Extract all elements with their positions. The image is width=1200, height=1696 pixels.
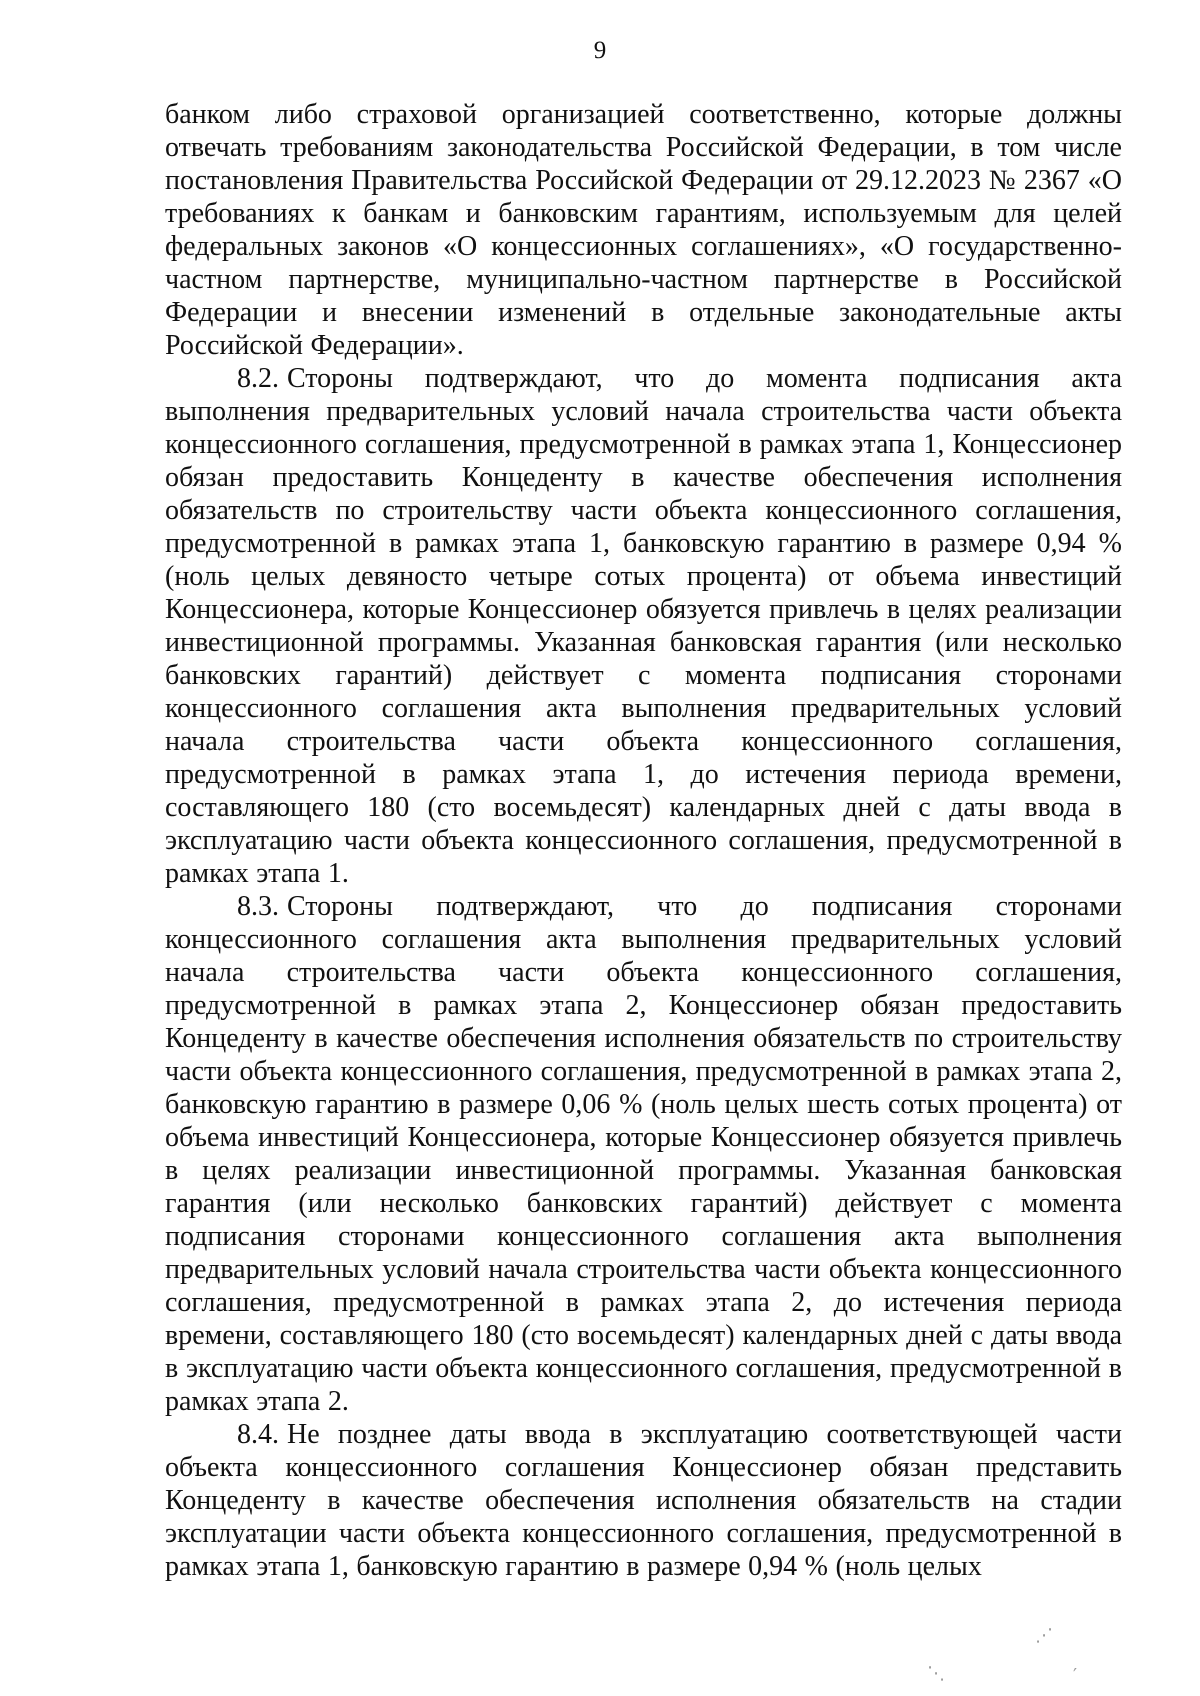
paragraph-text: Не позднее даты ввода в эксплуатацию соответствующей части объекта концессионного соглашения Концессионер обязан представить Концеденту в качестве обеспечения исполнения обязательств на стадии эксплуатации части объекта концессионного соглашения, предусмотренной в рамках этапа 1, банковскую гарантию в размере 0,94 % (ноль целых (165, 1419, 1122, 1582)
document-body (165, 98, 1122, 1583)
scan-speckle-mark: ⋰ (1035, 1625, 1053, 1646)
paragraph-continued (165, 98, 1122, 362)
paragraph-text: Стороны подтверждают, что до момента подписания акта выполнения предварительных условий начала строительства части объекта концессионного соглашения, предусмотренной в рамках этапа 1, Концессионер обязан предоставить Концеденту в качестве обеспечения исполнения обязательств по строительству части объекта концессионного соглашения, предусмотренной в рамках этапа 1, банковскую гарантию в размере 0,94 % (ноль целых девяносто четыре сотых процента) от объема инвестиций Концессионера, которые Концессионер обязуется привлечь в целях реализации инвестиционной программы. Указанная банковская гарантия (или несколько банковских гарантий) действует с момента подписания сторонами концессионного соглашения акта выполнения предварительных условий начала строительства части объекта концессионного соглашения, предусмотренной в рамках этапа 1, до истечения периода времени, составляющего 180 (сто восемьдесят) календарных дней с даты ввода в эксплуатацию части объекта концессионного соглашения, предусмотренной в рамках этапа 1. (165, 363, 1122, 889)
paragraph-text: Стороны подтверждают, что до подписания сторонами концессионного соглашения акта выполнения предварительных условий начала строительства части объекта концессионного соглашения, предусмотренной в рамках этапа 2, Концессионер обязан предоставить Концеденту в качестве обеспечения исполнения обязательств по строительству части объекта концессионного соглашения, предусмотренной в рамках этапа 2, банковскую гарантию в размере 0,06 % (ноль целых шесть сотых процента) от объема инвестиций Концессионера, которые Концессионер обязуется привлечь в целях реализации инвестиционной программы. Указанная банковская гарантия (или несколько банковских гарантий) действует с момента подписания сторонами концессионного соглашения акта выполнения предварительных условий начала строительства части объекта концессионного соглашения, предусмотренной в рамках этапа 2, до истечения периода времени, составляющего 180 (сто восемьдесят) календарных дней с даты ввода в эксплуатацию части объекта концессионного соглашения, предусмотренной в рамках этапа 2. (165, 891, 1122, 1417)
paragraph-number: 8.4. (237, 1419, 279, 1450)
scan-speckle-mark: ′ (1073, 1665, 1078, 1686)
paragraph-8-3 (165, 890, 1122, 1418)
paragraph-number: 8.2. (237, 363, 279, 394)
page-number: 9 (593, 37, 607, 64)
paragraph-8-4 (165, 1418, 1122, 1583)
scan-speckle-mark: ⋱ (927, 1663, 945, 1684)
paragraph-number: 8.3. (237, 891, 279, 922)
paragraph-text: банком либо страховой организацией соответственно, которые должны отвечать требованиям законодательства Российской Федерации, в том числе постановления Правительства Российской Федерации от 29.12.2023 № 2367 «О требованиях к банкам и банковским гарантиям, используемым для целей федеральных законов «О концессионных соглашениях», «О государственно-частном партнерстве, муниципально-частном партнерстве в Российской Федерации и внесении изменений в отдельные законодательные акты Российской Федерации». (165, 99, 1122, 361)
paragraph-8-2 (165, 362, 1122, 890)
